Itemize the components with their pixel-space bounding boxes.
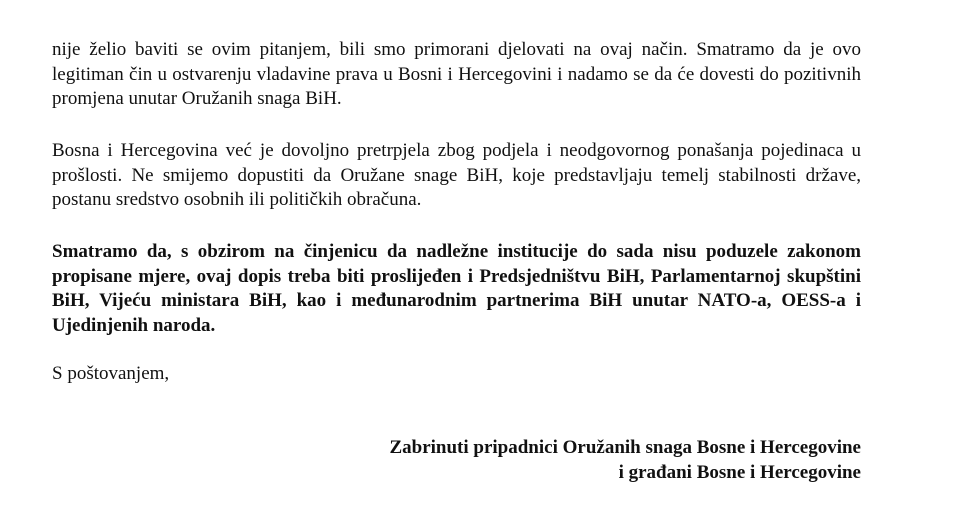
body-paragraph-2: Bosna i Hercegovina već je dovoljno pretrpjela zbog podjela i neodgovornog ponašanja pojedinaca u prošlosti. Ne smijemo dopustiti da Oružane snage BiH, koje predstavljaju temelj stabilnosti države, postanu sredstvo osobnih ili političkih obračuna.: [52, 140, 861, 210]
signature-line-2: i građani Bosne i Hercegovine: [618, 462, 861, 483]
signature-line-1: Zabrinuti pripadnici Oružanih snaga Bosne i Hercegovine: [389, 437, 861, 458]
signature-block: [389, 435, 861, 485]
body-paragraph-3-bold: Smatramo da, s obzirom na činjenicu da nadležne institucije do sada nisu poduzele zakonom propisane mjere, ovaj dopis treba biti proslijeđen i Predsjedništvu BiH, Parlamentarnoj skupštini BiH, Vijeću ministara BiH, kao i međunarodnim partnerima BiH unutar NATO-a, OESS-a i Ujedinjenih naroda.: [52, 241, 861, 336]
closing-salutation: S poštovanjem,: [52, 363, 170, 384]
body-paragraph-1: nije želio baviti se ovim pitanjem, bili smo primorani djelovati na ovaj način. Smatramo da je ovo legitiman čin u ostvarenju vladavine prava u Bosni i Hercegovini i nadamo se da će dovesti do pozitivnih promjena unutar Oružanih snaga BiH.: [52, 39, 861, 109]
